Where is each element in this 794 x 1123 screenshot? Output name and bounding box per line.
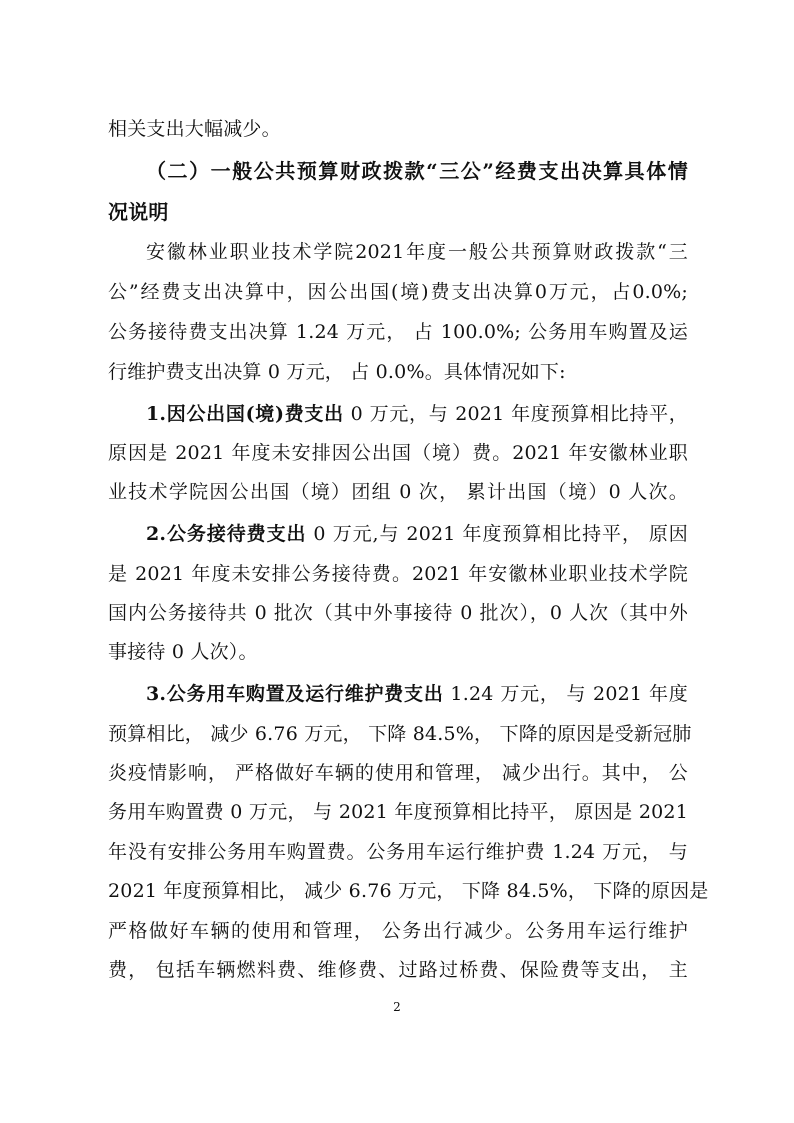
item3-line-6: 2021 年度预算相比， 减少 6.76 万元， 下降 84.5%， 下降的原因是 [108, 880, 709, 902]
item3-line-3: 炎疫情影响， 严格做好车辆的使用和管理， 减少出行。其中， 公 [108, 762, 688, 784]
summary-line-2: 公”经费支出决算中，因公出国(境)费支出决算0万元，占0.0%; [108, 281, 688, 303]
item3-line-7: 严格做好车辆的使用和管理， 公务出行减少。公务用车运行维护 [108, 920, 688, 942]
item2-first-line [146, 522, 688, 546]
item2-line-4: 事接待 0 人次）。 [108, 641, 258, 663]
item1-first-line [146, 402, 688, 426]
item3-line-8: 费， 包括车辆燃料费、维修费、过路过桥费、保险费等支出， 主 [108, 959, 688, 981]
item3-first-line [146, 682, 688, 706]
item3-title: 3.公务用车购置及运行维护费支出 [146, 683, 444, 705]
section-heading-line-2: 况说明 [108, 200, 169, 224]
item2-title: 2.公务接待费支出 [146, 523, 307, 545]
item3-line-2: 预算相比， 减少 6.76 万元， 下降 84.5%， 下降的原因是受新冠肺 [108, 723, 692, 745]
intro-tail-text: 相关支出大幅减少。 [108, 118, 281, 140]
item2-first-rest: 0 万元,与 2021 年度预算相比持平， 原因 [306, 523, 688, 545]
summary-line-1: 安徽林业职业技术学院2021年度一般公共预算财政拨款“三 [146, 241, 688, 263]
item3-first-rest: 1.24 万元， 与 2021 年度 [443, 683, 688, 705]
item2-line-2: 是 2021 年度未安排公务接待费。2021 年安徽林业职业技术学院 [108, 563, 688, 585]
item1-first-rest: 0 万元，与 2021 年度预算相比持平， [343, 403, 688, 425]
item3-line-5: 年没有安排公务用车购置费。公务用车运行维护费 1.24 万元， 与 [108, 841, 688, 863]
item1-line-3: 业技术学院因公出国（境）团组 0 次， 累计出国（境）0 人次。 [108, 481, 688, 503]
summary-line-3: 公务接待费支出决算 1.24 万元， 占 100.0%; 公务用车购置及运 [108, 321, 688, 343]
item3-line-4: 务用车购置费 0 万元， 与 2021 年度预算相比持平， 原因是 2021 [108, 801, 688, 823]
item2-line-3: 国内公务接待共 0 批次（其中外事接待 0 批次），0 人次（其中外 [108, 602, 688, 624]
page-number: 2 [393, 1000, 401, 1014]
item1-line-2: 原因是 2021 年度未安排因公出国（境）费。2021 年安徽林业职 [108, 442, 688, 464]
summary-line-4: 行维护费支出决算 0 万元， 占 0.0%。具体情况如下: [108, 361, 566, 383]
section-heading-line-1: （二）一般公共预算财政拨款“三公”经费支出决算具体情 [146, 159, 688, 183]
item1-title: 1.因公出国(境)费支出 [146, 403, 344, 425]
